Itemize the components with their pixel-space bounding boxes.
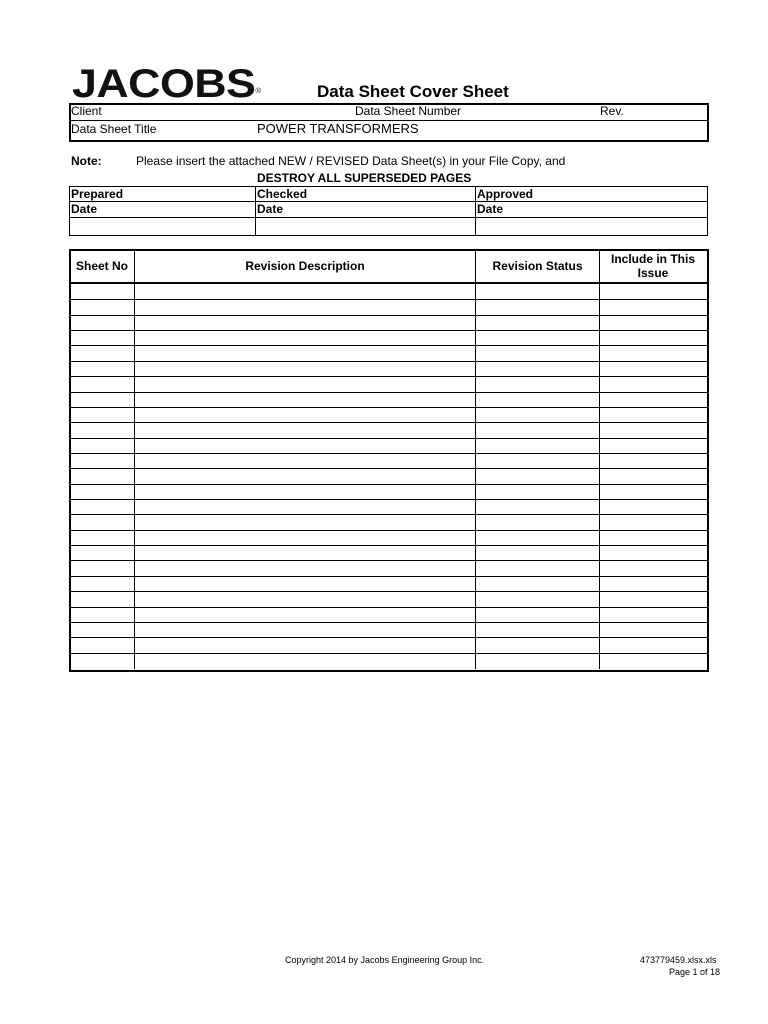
prepared-label: Prepared [71,187,124,201]
table-row [69,514,707,515]
data-sheet-number-label: Data Sheet Number [355,104,462,118]
checked-date-label: Date [257,202,284,216]
col-header-include-in-issue: Include in This Issue [610,252,695,280]
table-row [69,499,707,500]
copyright: Copyright 2014 by Jacobs Engineering Group Inc. [285,955,485,965]
approvals-grid [69,186,708,236]
table-row [69,591,707,592]
table-row [69,345,707,346]
data-sheet-title-label: Data Sheet Title [71,122,157,136]
table-row [69,407,707,408]
page-title: Data Sheet Cover Sheet [317,82,509,101]
table-row [69,468,707,469]
col-header-revision-status: Revision Status [492,259,583,273]
client-label: Client [71,104,102,118]
table-row [69,607,707,608]
page-number: Page 1 of 18 [669,967,721,977]
table-row [69,576,707,577]
rev-label: Rev. [600,104,624,118]
table-row [69,622,707,623]
table-row [69,484,707,485]
note-text: Please insert the attached NEW / REVISED Data Sheet(s) in your File Copy, and [136,154,566,168]
table-row [69,560,707,561]
table-header-divider [69,282,709,284]
checked-label: Checked [257,187,308,201]
table-row [69,376,707,377]
note-emphasis: DESTROY ALL SUPERSEDED PAGES [257,171,472,185]
file-name: 473779459.xlsx.xls [640,955,717,965]
approvals-row-line-1 [69,201,707,202]
col-header-sheet-no: Sheet No [75,259,128,273]
table-row [69,392,707,393]
registered-mark: ® [255,88,261,95]
data-sheet-title-value: POWER TRANSFORMERS [257,121,419,136]
prepared-date-label: Date [71,202,98,216]
table-row [69,438,707,439]
note-label: Note: [71,154,102,168]
approvals-col-line-2 [475,186,476,235]
table-row [69,299,707,300]
table-row [69,422,707,423]
table-row [69,453,707,454]
table-row [69,637,707,638]
table-row [69,530,707,531]
approvals-row-line-2 [69,217,707,218]
table-row [69,653,707,654]
revision-table [69,249,709,672]
col-header-revision-description: Revision Description [245,259,365,273]
table-row [69,545,707,546]
table-row [69,315,707,316]
approvals-col-line-1 [255,186,256,235]
approved-label: Approved [477,187,534,201]
table-row [69,361,707,362]
table-row [69,330,707,331]
jacobs-logo [72,62,261,106]
approved-date-label: Date [477,202,504,216]
logo-text: JACOBS [72,62,256,106]
